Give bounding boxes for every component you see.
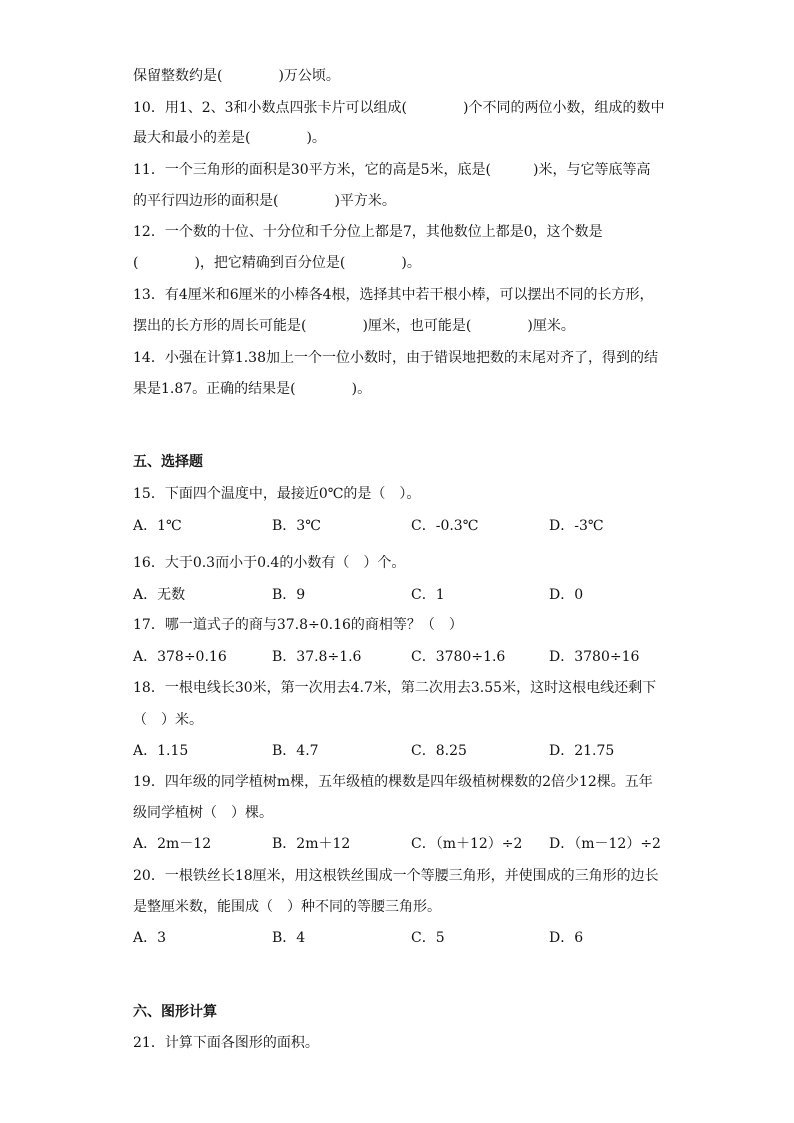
option-a[interactable]: A．378÷0.16 [133,649,227,665]
option-d[interactable]: D．（m－12）÷2 [549,836,661,852]
question-text: 19．四年级的同学植树m棵，五年级植的棵数是四年级植树棵数的2倍少12棵。五年 [133,774,653,790]
fill-line: 最大和最小的差是( )。 [133,130,326,146]
option-c[interactable]: C．3780÷1.6 [411,649,506,665]
option-d[interactable]: D．-3℃ [549,518,604,534]
question-text: 16．大于0.3而小于0.4的小数有（ ）个。 [133,555,406,571]
option-d[interactable]: D．3780÷16 [549,649,640,665]
option-b[interactable]: B．4 [272,930,306,946]
option-c[interactable]: C．1 [411,587,445,603]
question-text: 17．哪一道式子的商与37.8÷0.16的商相等？（ ） [133,617,463,633]
option-c[interactable]: C．5 [411,930,445,946]
fill-line: 的平行四边形的面积是( )平方米。 [133,193,396,209]
section-heading-choice: 五、选择题 [133,454,203,470]
fill-line: 果是1.87。正确的结果是( )。 [133,381,372,397]
question-text: 15．下面四个温度中，最接近0℃的是（ ）。 [133,486,421,502]
fill-line: 保留整数约是( )万公顷。 [133,68,340,84]
option-d[interactable]: D．21.75 [549,743,615,759]
option-b[interactable]: B．3℃ [272,518,321,534]
option-c[interactable]: C．-0.3℃ [411,518,479,534]
option-d[interactable]: D．6 [549,930,584,946]
question-text: 21．计算下面各图形的面积。 [133,1035,319,1051]
option-b[interactable]: B．37.8÷1.6 [272,649,362,665]
question-text: 20．一根铁丝长18厘米，用这根铁丝围成一个等腰三角形，并使围成的三角形的边长 [133,868,659,884]
fill-line: ( )，把它精确到百分位是( )。 [133,255,421,271]
fill-line: 12．一个数的十位、十分位和千分位上都是7，其他数位上都是0，这个数是 [133,224,603,240]
option-a[interactable]: A．3 [133,930,167,946]
option-b[interactable]: B．9 [272,587,306,603]
option-a[interactable]: A．2m－12 [133,836,212,852]
question-text: 是整厘米数，能围成（ ）种不同的等腰三角形。 [133,899,441,915]
option-b[interactable]: B．2m＋12 [272,836,351,852]
option-a[interactable]: A．1℃ [133,518,182,534]
fill-line: 13．有4厘米和6厘米的小棒各4根，选择其中若干根小棒，可以摆出不同的长方形， [133,287,654,303]
option-c[interactable]: C．8.25 [411,743,467,759]
fill-line: 摆出的长方形的周长可能是( )厘米，也可能是( )厘米。 [133,318,575,334]
option-a[interactable]: A．1.15 [133,743,189,759]
section-heading-figures: 六、图形计算 [133,1004,217,1020]
option-c[interactable]: C．（m＋12）÷2 [411,836,523,852]
option-b[interactable]: B．4.7 [272,743,319,759]
option-d[interactable]: D．0 [549,587,584,603]
question-text: 级同学植树（ ）棵。 [133,805,273,821]
question-text: 18．一根电线长30米，第一次用去4.7米，第二次用去3.55米，这时这根电线还剩下 [133,680,657,696]
question-text: （ ）米。 [133,712,203,728]
fill-line: 10．用1、2、3和小数点四张卡片可以组成( )个不同的两位小数，组成的数中 [133,100,665,116]
fill-line: 11．一个三角形的面积是30平方米，它的高是5米，底是( )米，与它等底等高 [133,162,651,178]
fill-line: 14．小强在计算1.38加上一个一位小数时，由于错误地把数的末尾对齐了，得到的结 [133,350,658,366]
option-a[interactable]: A．无数 [133,587,186,603]
